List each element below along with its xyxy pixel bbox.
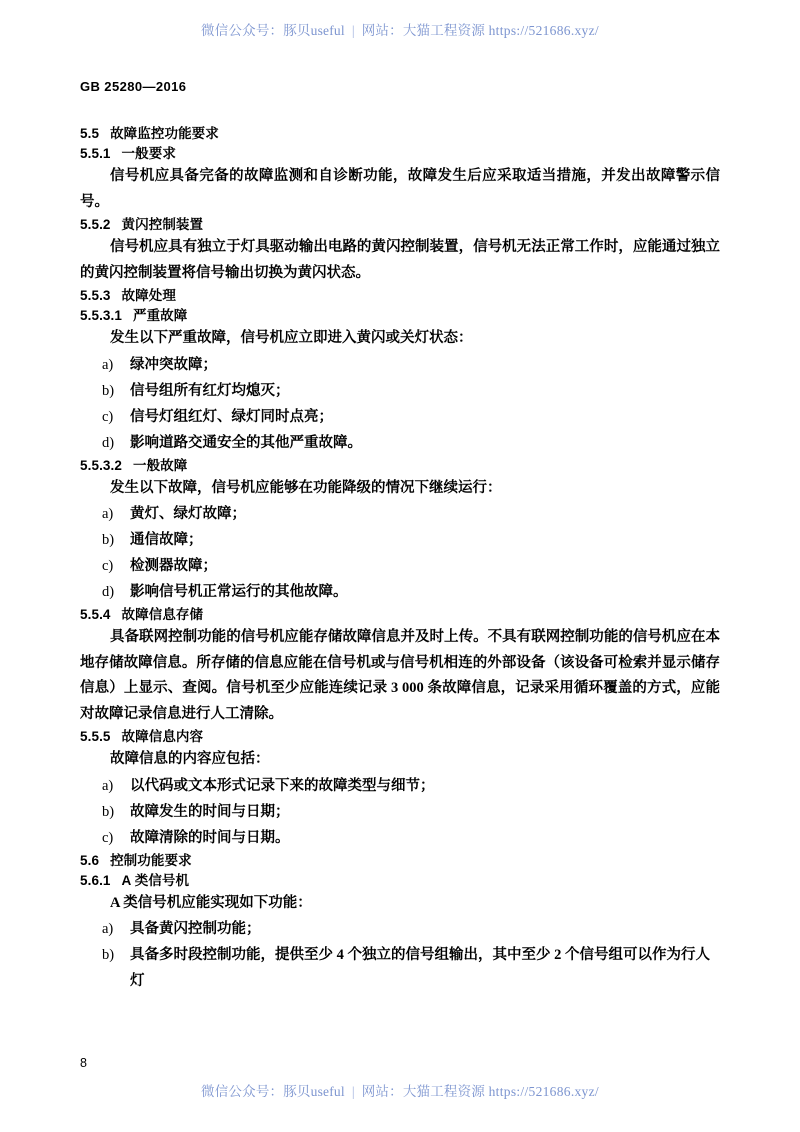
heading-5-5-1-number: 5.5.1 <box>80 146 111 161</box>
heading-5-5-3 <box>80 286 720 306</box>
heading-5-5-number: 5.5 <box>80 126 100 141</box>
list-item-marker: b) <box>102 947 115 963</box>
watermark-site-label: 网站：大猫工程资源 <box>361 23 486 38</box>
heading-5-6-1 <box>80 871 720 891</box>
list-item-text: 影响道路交通安全的其他严重故障。 <box>130 434 362 451</box>
list-5-5-5 <box>80 773 720 851</box>
heading-5-6-title: 控制功能要求 <box>110 852 192 868</box>
heading-5-5-2 <box>80 215 720 235</box>
heading-5-5-2-number: 5.5.2 <box>80 217 111 232</box>
heading-5-6-number: 5.6 <box>80 852 100 868</box>
list-item <box>80 430 720 456</box>
watermark-url: https://521686.xyz/ <box>488 1084 599 1099</box>
running-head-standard-number: GB 25280—2016 <box>80 79 187 94</box>
list-item <box>80 579 720 605</box>
list-item-marker: a) <box>102 506 114 522</box>
list-5-5-3-2 <box>80 501 720 605</box>
watermark-top <box>0 19 800 39</box>
heading-5-5-3-1-number: 5.5.3.1 <box>80 308 122 323</box>
heading-5-5-5-number: 5.5.5 <box>80 729 111 744</box>
watermark-separator: | <box>351 1084 355 1099</box>
list-item <box>80 404 720 430</box>
list-item <box>80 799 720 825</box>
heading-5-5-3-2-number: 5.5.3.2 <box>80 457 122 473</box>
list-item-marker: c) <box>102 558 114 574</box>
heading-5-5-3-number: 5.5.3 <box>80 288 111 303</box>
list-item-text: 绿冲突故障； <box>130 356 217 373</box>
heading-5-5-1 <box>80 144 720 164</box>
lead-5-6-1: A 类信号机应能实现如下功能： <box>110 894 312 911</box>
heading-5-6-1-title: A 类信号机 <box>121 872 190 888</box>
page-number: 8 <box>80 1056 87 1070</box>
list-item-text: 影响信号机正常运行的其他故障。 <box>130 584 348 600</box>
lead-5-5-3-2: 发生以下故障，信号机应能够在功能降级的情况下继续运行： <box>110 479 502 496</box>
list-item <box>80 378 720 404</box>
list-item <box>80 553 720 579</box>
list-item-text: 故障发生的时间与日期； <box>130 803 290 820</box>
heading-5-5-2-title: 黄闪控制装置 <box>121 217 204 232</box>
list-item-marker: a) <box>102 356 114 373</box>
list-item-marker: d) <box>102 584 115 600</box>
watermark-bottom <box>0 1080 800 1100</box>
list-item <box>80 527 720 553</box>
heading-5-6-1-number: 5.6.1 <box>80 872 111 888</box>
list-item <box>80 825 720 851</box>
list-item-text: 黄灯、绿灯故障； <box>130 506 246 522</box>
list-item-marker: b) <box>102 532 115 548</box>
list-item <box>80 773 720 799</box>
heading-5-5-1-title: 一般要求 <box>121 146 176 161</box>
watermark-separator: | <box>351 23 355 38</box>
list-item-text: 检测器故障； <box>130 558 217 574</box>
list-item-marker: c) <box>102 829 114 846</box>
list-item-marker: a) <box>102 921 114 937</box>
list-item-marker: a) <box>102 777 114 794</box>
heading-5-5-4 <box>80 605 720 625</box>
watermark-url: https://521686.xyz/ <box>488 23 599 38</box>
heading-5-5-3-1 <box>80 306 720 326</box>
list-item-marker: b) <box>102 803 115 820</box>
list-item-text: 信号灯组红灯、绿灯同时点亮； <box>130 408 333 425</box>
lead-5-5-5: 故障信息的内容应包括： <box>110 751 270 767</box>
watermark-wechat-label: 微信公众号：豚贝useful <box>201 23 345 38</box>
list-item <box>80 352 720 378</box>
heading-5-5-3-2 <box>80 456 720 476</box>
list-item <box>80 942 720 994</box>
heading-5-5-3-1-title: 严重故障 <box>132 308 188 323</box>
list-item-marker: b) <box>102 382 115 399</box>
list-item-marker: c) <box>102 408 114 425</box>
list-item-text: 以代码或文本形式记录下来的故障类型与细节； <box>130 777 435 794</box>
list-item-text: 信号组所有红灯均熄灭； <box>130 382 290 399</box>
watermark-site-label: 网站：大猫工程资源 <box>361 1084 486 1099</box>
paragraph-5-5-1: 信号机应具备完备的故障监测和自诊断功能，故障发生后应采取适当措施，并发出故障警示信号。 <box>80 168 720 210</box>
watermark-wechat-label: 微信公众号：豚贝useful <box>201 1084 345 1099</box>
heading-5-5-5-title: 故障信息内容 <box>121 729 204 744</box>
list-item <box>80 916 720 942</box>
list-item-text: 具备多时段控制功能，提供至少 4 个独立的信号组输出，其中至少 2 个信号组可以作为行人灯 <box>130 947 710 989</box>
list-item-marker: d) <box>102 434 115 451</box>
heading-5-5-3-2-title: 一般故障 <box>132 457 188 473</box>
list-item-text: 故障清除的时间与日期。 <box>130 829 290 846</box>
heading-5-5-title: 故障监控功能要求 <box>110 126 219 141</box>
heading-5-5-4-title: 故障信息存储 <box>121 607 204 622</box>
list-5-5-3-1 <box>80 352 720 456</box>
heading-5-6 <box>80 851 720 871</box>
heading-5-5-5 <box>80 727 720 747</box>
list-item-text: 具备黄闪控制功能； <box>130 921 261 937</box>
lead-5-5-3-1: 发生以下严重故障，信号机应立即进入黄闪或关灯状态： <box>110 330 473 346</box>
paragraph-5-5-4: 具备联网控制功能的信号机应能存储故障信息并及时上传。不具有联网控制功能的信号机应在本地存储故障信息。所存储的信息应能在信号机或与信号机相连的外部设备（该设备可检索并显示储存信息）上显示、查阅。信号机至少应能连续记录 3 000 条故障信息，记录采用循环覆盖的方式，应能对故障记录信息进行人工清除。 <box>80 629 720 722</box>
document-content <box>80 124 720 994</box>
list-item-text: 通信故障； <box>130 532 203 548</box>
heading-5-5 <box>80 124 720 144</box>
list-item <box>80 501 720 527</box>
paragraph-5-5-2: 信号机应具有独立于灯具驱动输出电路的黄闪控制装置，信号机无法正常工作时，应能通过独立的黄闪控制装置将信号输出切换为黄闪状态。 <box>80 239 720 281</box>
heading-5-5-4-number: 5.5.4 <box>80 607 111 622</box>
list-5-6-1 <box>80 916 720 994</box>
heading-5-5-3-title: 故障处理 <box>121 288 176 303</box>
